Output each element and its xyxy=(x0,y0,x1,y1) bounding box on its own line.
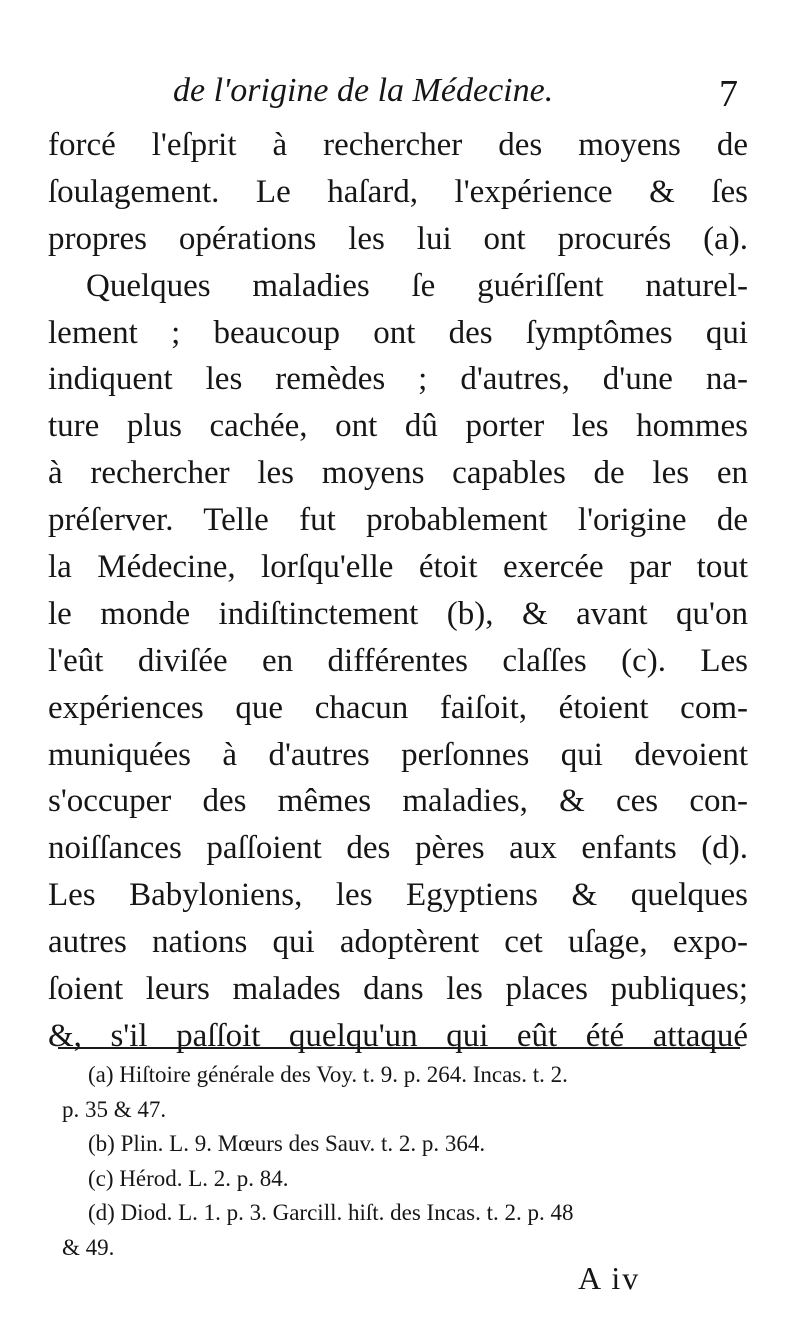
text-line: autres nations qui adoptèrent cet uſage, expo- xyxy=(48,924,748,961)
footnote-line: (d) Diod. L. 1. p. 3. Garcill. hiſt. des Incas. t. 2. p. 48 xyxy=(88,1200,574,1225)
text-line: forcé l'eſprit à rechercher des moyens de xyxy=(48,127,748,163)
footnote-line: (a) Hiſtoire générale des Voy. t. 9. p. 264. Incas. t. 2. xyxy=(88,1062,568,1087)
text-line: ture plus cachée, ont dû porter les hommes xyxy=(48,408,748,445)
main-text xyxy=(48,122,748,1060)
footnotes xyxy=(62,1058,752,1265)
text-line: expériences que chacun faiſoit, étoient com- xyxy=(48,689,748,726)
footnote-line: (b) Plin. L. 9. Mœurs des Sauv. t. 2. p. 364. xyxy=(88,1131,486,1156)
text-line: ſoient leurs malades dans les places publiques; xyxy=(48,971,748,1008)
text-line: lement ; beaucoup ont des ſymptômes qui xyxy=(48,314,748,351)
text-line: noiſſances paſſoient des pères aux enfants (d). xyxy=(48,830,748,867)
text-line: l'eût diviſée en différentes claſſes (c). Les xyxy=(48,642,748,679)
footnote-divider xyxy=(58,1047,740,1049)
text-line: préſerver. Telle fut probablement l'origine de xyxy=(48,502,748,539)
running-title: de l'origine de la Médecine. xyxy=(173,72,554,109)
page-number: 7 xyxy=(719,73,738,115)
text-line: muniquées à d'autres perſonnes qui devoient xyxy=(48,736,748,773)
signature-mark: A iv xyxy=(578,1260,641,1296)
text-line: s'occuper des mêmes maladies, & ces con- xyxy=(48,783,748,820)
text-line: Quelques maladies ſe guériſſent naturel- xyxy=(86,267,748,304)
footnote-line: & 49. xyxy=(62,1234,115,1260)
text-line: le monde indiſtinctement (b), & avant qu'on xyxy=(48,595,748,632)
text-line: propres opérations les lui ont procurés (a). xyxy=(48,220,748,257)
text-line: &, s'il paſſoit quelqu'un qui eût été attaqué xyxy=(48,1017,748,1054)
page-header xyxy=(48,70,748,120)
text-line: ſoulagement. Le haſard, l'expérience & ſes xyxy=(48,173,748,210)
footnote-line: p. 35 & 47. xyxy=(62,1096,167,1122)
text-line: indiquent les remèdes ; d'autres, d'une na- xyxy=(48,361,748,398)
footnote-line: (c) Hérod. L. 2. p. 84. xyxy=(88,1165,289,1191)
text-line: à rechercher les moyens capables de les en xyxy=(48,455,748,492)
text-line: Les Babyloniens, les Egyptiens & quelques xyxy=(48,877,748,914)
text-line: la Médecine, lorſqu'elle étoit exercée par tout xyxy=(48,549,748,586)
